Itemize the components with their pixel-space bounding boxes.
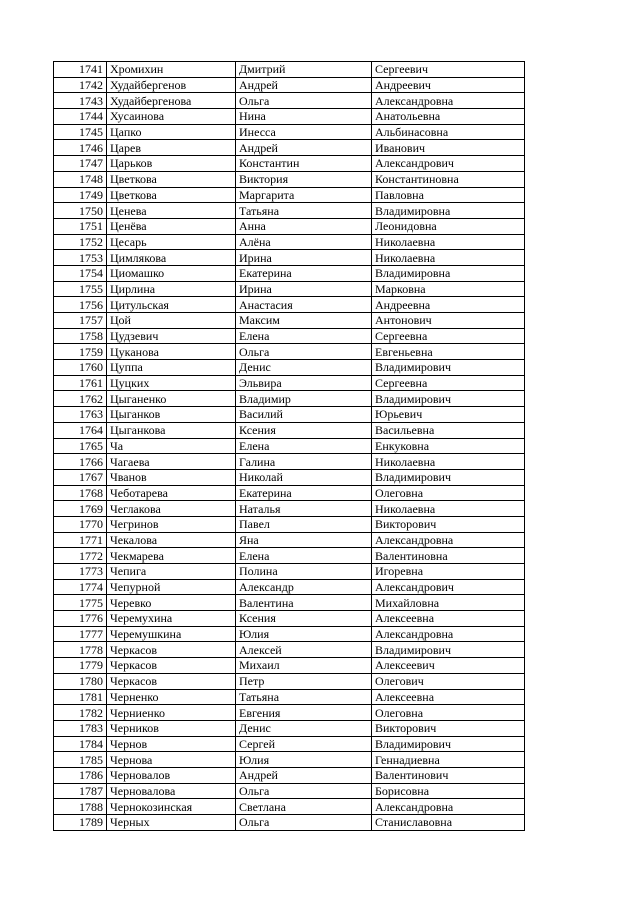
last-name-cell: Цыганков bbox=[107, 407, 236, 423]
table-row bbox=[54, 187, 525, 203]
row-number-cell: 1777 bbox=[54, 626, 107, 642]
patronymic-cell: Андреевич bbox=[372, 77, 525, 93]
row-number-cell: 1744 bbox=[54, 109, 107, 125]
first-name-cell: Инесса bbox=[236, 124, 372, 140]
first-name-cell: Ольга bbox=[236, 344, 372, 360]
last-name-cell: Чеглакова bbox=[107, 501, 236, 517]
row-number-cell: 1787 bbox=[54, 783, 107, 799]
patronymic-cell: Сергеевна bbox=[372, 328, 525, 344]
table-row bbox=[54, 815, 525, 831]
first-name-cell: Ольга bbox=[236, 93, 372, 109]
patronymic-cell: Енкуковна bbox=[372, 438, 525, 454]
patronymic-cell: Сергеевич bbox=[372, 62, 525, 78]
table-row bbox=[54, 658, 525, 674]
last-name-cell: Черновалов bbox=[107, 767, 236, 783]
last-name-cell: Хромихин bbox=[107, 62, 236, 78]
table-row bbox=[54, 799, 525, 815]
table-row bbox=[54, 516, 525, 532]
first-name-cell: Александр bbox=[236, 579, 372, 595]
last-name-cell: Черкасов bbox=[107, 658, 236, 674]
row-number-cell: 1776 bbox=[54, 611, 107, 627]
last-name-cell: Царьков bbox=[107, 156, 236, 172]
row-number-cell: 1789 bbox=[54, 815, 107, 831]
row-number-cell: 1746 bbox=[54, 140, 107, 156]
first-name-cell: Татьяна bbox=[236, 689, 372, 705]
patronymic-cell: Владимирович bbox=[372, 391, 525, 407]
row-number-cell: 1764 bbox=[54, 422, 107, 438]
last-name-cell: Черников bbox=[107, 720, 236, 736]
row-number-cell: 1766 bbox=[54, 454, 107, 470]
row-number-cell: 1760 bbox=[54, 360, 107, 376]
first-name-cell: Маргарита bbox=[236, 187, 372, 203]
table-row bbox=[54, 360, 525, 376]
row-number-cell: 1771 bbox=[54, 532, 107, 548]
patronymic-cell: Юрьевич bbox=[372, 407, 525, 423]
last-name-cell: Чагаева bbox=[107, 454, 236, 470]
row-number-cell: 1773 bbox=[54, 564, 107, 580]
table-row bbox=[54, 313, 525, 329]
row-number-cell: 1780 bbox=[54, 673, 107, 689]
table-row bbox=[54, 626, 525, 642]
first-name-cell: Сергей bbox=[236, 736, 372, 752]
row-number-cell: 1763 bbox=[54, 407, 107, 423]
last-name-cell: Чернов bbox=[107, 736, 236, 752]
row-number-cell: 1772 bbox=[54, 548, 107, 564]
patronymic-cell: Антонович bbox=[372, 313, 525, 329]
first-name-cell: Василий bbox=[236, 407, 372, 423]
row-number-cell: 1748 bbox=[54, 171, 107, 187]
row-number-cell: 1756 bbox=[54, 297, 107, 313]
patronymic-cell: Владимирович bbox=[372, 469, 525, 485]
patronymic-cell: Владимирович bbox=[372, 736, 525, 752]
last-name-cell: Худайбергенов bbox=[107, 77, 236, 93]
row-number-cell: 1778 bbox=[54, 642, 107, 658]
last-name-cell: Цудзевич bbox=[107, 328, 236, 344]
first-name-cell: Андрей bbox=[236, 767, 372, 783]
patronymic-cell: Станиславовна bbox=[372, 815, 525, 831]
row-number-cell: 1747 bbox=[54, 156, 107, 172]
first-name-cell: Валентина bbox=[236, 595, 372, 611]
patronymic-cell: Владимирович bbox=[372, 360, 525, 376]
first-name-cell: Дмитрий bbox=[236, 62, 372, 78]
table-row bbox=[54, 250, 525, 266]
last-name-cell: Черных bbox=[107, 815, 236, 831]
last-name-cell: Черемухина bbox=[107, 611, 236, 627]
table-row bbox=[54, 642, 525, 658]
last-name-cell: Чернова bbox=[107, 752, 236, 768]
first-name-cell: Екатерина bbox=[236, 485, 372, 501]
patronymic-cell: Олегович bbox=[372, 673, 525, 689]
first-name-cell: Павел bbox=[236, 516, 372, 532]
table-row bbox=[54, 422, 525, 438]
patronymic-cell: Марковна bbox=[372, 281, 525, 297]
row-number-cell: 1743 bbox=[54, 93, 107, 109]
last-name-cell: Ча bbox=[107, 438, 236, 454]
table-row bbox=[54, 485, 525, 501]
last-name-cell: Циомашко bbox=[107, 265, 236, 281]
patronymic-cell: Валентиновна bbox=[372, 548, 525, 564]
row-number-cell: 1753 bbox=[54, 250, 107, 266]
row-number-cell: 1742 bbox=[54, 77, 107, 93]
row-number-cell: 1770 bbox=[54, 516, 107, 532]
row-number-cell: 1765 bbox=[54, 438, 107, 454]
first-name-cell: Петр bbox=[236, 673, 372, 689]
table-row bbox=[54, 171, 525, 187]
patronymic-cell: Александрович bbox=[372, 579, 525, 595]
patronymic-cell: Михайловна bbox=[372, 595, 525, 611]
last-name-cell: Черновалова bbox=[107, 783, 236, 799]
patronymic-cell: Васильевна bbox=[372, 422, 525, 438]
last-name-cell: Цуканова bbox=[107, 344, 236, 360]
row-number-cell: 1774 bbox=[54, 579, 107, 595]
last-name-cell: Чегринов bbox=[107, 516, 236, 532]
row-number-cell: 1741 bbox=[54, 62, 107, 78]
table-row bbox=[54, 611, 525, 627]
table-row bbox=[54, 93, 525, 109]
table-row bbox=[54, 265, 525, 281]
patronymic-cell: Владимировна bbox=[372, 265, 525, 281]
last-name-cell: Ценева bbox=[107, 203, 236, 219]
table-row bbox=[54, 548, 525, 564]
table-row bbox=[54, 140, 525, 156]
last-name-cell: Цыганкова bbox=[107, 422, 236, 438]
patronymic-cell: Андреевна bbox=[372, 297, 525, 313]
first-name-cell: Алёна bbox=[236, 234, 372, 250]
row-number-cell: 1782 bbox=[54, 705, 107, 721]
patronymic-cell: Альбинасовна bbox=[372, 124, 525, 140]
table-row bbox=[54, 62, 525, 78]
patronymic-cell: Евгеньевна bbox=[372, 344, 525, 360]
table-row bbox=[54, 767, 525, 783]
last-name-cell: Хусаинова bbox=[107, 109, 236, 125]
table-row bbox=[54, 297, 525, 313]
first-name-cell: Анна bbox=[236, 218, 372, 234]
patronymic-cell: Александровна bbox=[372, 532, 525, 548]
patronymic-cell: Константиновна bbox=[372, 171, 525, 187]
table-row bbox=[54, 579, 525, 595]
table-row bbox=[54, 454, 525, 470]
table-row bbox=[54, 595, 525, 611]
table-row bbox=[54, 203, 525, 219]
table-row bbox=[54, 736, 525, 752]
table-row bbox=[54, 720, 525, 736]
patronymic-cell: Александрович bbox=[372, 156, 525, 172]
row-number-cell: 1781 bbox=[54, 689, 107, 705]
last-name-cell: Цветкова bbox=[107, 171, 236, 187]
patronymic-cell: Павловна bbox=[372, 187, 525, 203]
first-name-cell: Ольга bbox=[236, 783, 372, 799]
first-name-cell: Евгения bbox=[236, 705, 372, 721]
patronymic-cell: Александровна bbox=[372, 626, 525, 642]
patronymic-cell: Владимировна bbox=[372, 203, 525, 219]
roster-table-body bbox=[54, 62, 525, 831]
row-number-cell: 1757 bbox=[54, 313, 107, 329]
table-row bbox=[54, 752, 525, 768]
first-name-cell: Юлия bbox=[236, 752, 372, 768]
first-name-cell: Екатерина bbox=[236, 265, 372, 281]
first-name-cell: Виктория bbox=[236, 171, 372, 187]
last-name-cell: Цыганенко bbox=[107, 391, 236, 407]
last-name-cell: Черниенко bbox=[107, 705, 236, 721]
table-row bbox=[54, 689, 525, 705]
last-name-cell: Цой bbox=[107, 313, 236, 329]
first-name-cell: Андрей bbox=[236, 77, 372, 93]
first-name-cell: Николай bbox=[236, 469, 372, 485]
first-name-cell: Денис bbox=[236, 720, 372, 736]
row-number-cell: 1749 bbox=[54, 187, 107, 203]
row-number-cell: 1769 bbox=[54, 501, 107, 517]
row-number-cell: 1779 bbox=[54, 658, 107, 674]
row-number-cell: 1755 bbox=[54, 281, 107, 297]
last-name-cell: Цапко bbox=[107, 124, 236, 140]
patronymic-cell: Алексеевна bbox=[372, 611, 525, 627]
patronymic-cell: Олеговна bbox=[372, 705, 525, 721]
first-name-cell: Эльвира bbox=[236, 375, 372, 391]
first-name-cell: Ирина bbox=[236, 250, 372, 266]
last-name-cell: Черемушкина bbox=[107, 626, 236, 642]
last-name-cell: Чекмарева bbox=[107, 548, 236, 564]
last-name-cell: Цесарь bbox=[107, 234, 236, 250]
row-number-cell: 1759 bbox=[54, 344, 107, 360]
first-name-cell: Михаил bbox=[236, 658, 372, 674]
patronymic-cell: Олеговна bbox=[372, 485, 525, 501]
first-name-cell: Константин bbox=[236, 156, 372, 172]
row-number-cell: 1788 bbox=[54, 799, 107, 815]
table-row bbox=[54, 218, 525, 234]
patronymic-cell: Александровна bbox=[372, 799, 525, 815]
patronymic-cell: Викторович bbox=[372, 516, 525, 532]
last-name-cell: Чепурной bbox=[107, 579, 236, 595]
first-name-cell: Андрей bbox=[236, 140, 372, 156]
row-number-cell: 1775 bbox=[54, 595, 107, 611]
row-number-cell: 1754 bbox=[54, 265, 107, 281]
first-name-cell: Елена bbox=[236, 548, 372, 564]
first-name-cell: Яна bbox=[236, 532, 372, 548]
row-number-cell: 1786 bbox=[54, 767, 107, 783]
first-name-cell: Светлана bbox=[236, 799, 372, 815]
last-name-cell: Цуцких bbox=[107, 375, 236, 391]
table-row bbox=[54, 109, 525, 125]
patronymic-cell: Николаевна bbox=[372, 501, 525, 517]
first-name-cell: Владимир bbox=[236, 391, 372, 407]
first-name-cell: Наталья bbox=[236, 501, 372, 517]
table-row bbox=[54, 673, 525, 689]
patronymic-cell: Викторович bbox=[372, 720, 525, 736]
row-number-cell: 1758 bbox=[54, 328, 107, 344]
first-name-cell: Денис bbox=[236, 360, 372, 376]
patronymic-cell: Николаевна bbox=[372, 454, 525, 470]
table-row bbox=[54, 77, 525, 93]
first-name-cell: Ольга bbox=[236, 815, 372, 831]
table-row bbox=[54, 783, 525, 799]
last-name-cell: Цуппа bbox=[107, 360, 236, 376]
first-name-cell: Максим bbox=[236, 313, 372, 329]
last-name-cell: Царев bbox=[107, 140, 236, 156]
table-row bbox=[54, 124, 525, 140]
first-name-cell: Ксения bbox=[236, 422, 372, 438]
last-name-cell: Цитульская bbox=[107, 297, 236, 313]
last-name-cell: Чекалова bbox=[107, 532, 236, 548]
last-name-cell: Черевко bbox=[107, 595, 236, 611]
row-number-cell: 1762 bbox=[54, 391, 107, 407]
first-name-cell: Алексей bbox=[236, 642, 372, 658]
table-row bbox=[54, 375, 525, 391]
first-name-cell: Елена bbox=[236, 438, 372, 454]
row-number-cell: 1751 bbox=[54, 218, 107, 234]
last-name-cell: Цветкова bbox=[107, 187, 236, 203]
last-name-cell: Чепига bbox=[107, 564, 236, 580]
last-name-cell: Цимлякова bbox=[107, 250, 236, 266]
row-number-cell: 1767 bbox=[54, 469, 107, 485]
row-number-cell: 1783 bbox=[54, 720, 107, 736]
row-number-cell: 1750 bbox=[54, 203, 107, 219]
table-row bbox=[54, 344, 525, 360]
row-number-cell: 1784 bbox=[54, 736, 107, 752]
patronymic-cell: Александровна bbox=[372, 93, 525, 109]
first-name-cell: Ирина bbox=[236, 281, 372, 297]
table-row bbox=[54, 156, 525, 172]
row-number-cell: 1752 bbox=[54, 234, 107, 250]
patronymic-cell: Геннадиевна bbox=[372, 752, 525, 768]
first-name-cell: Нина bbox=[236, 109, 372, 125]
table-row bbox=[54, 281, 525, 297]
row-number-cell: 1768 bbox=[54, 485, 107, 501]
patronymic-cell: Игоревна bbox=[372, 564, 525, 580]
table-row bbox=[54, 234, 525, 250]
table-row bbox=[54, 705, 525, 721]
last-name-cell: Черкасов bbox=[107, 673, 236, 689]
table-row bbox=[54, 532, 525, 548]
row-number-cell: 1745 bbox=[54, 124, 107, 140]
first-name-cell: Юлия bbox=[236, 626, 372, 642]
first-name-cell: Елена bbox=[236, 328, 372, 344]
row-number-cell: 1761 bbox=[54, 375, 107, 391]
last-name-cell: Черненко bbox=[107, 689, 236, 705]
last-name-cell: Ценёва bbox=[107, 218, 236, 234]
patronymic-cell: Сергеевна bbox=[372, 375, 525, 391]
table-row bbox=[54, 391, 525, 407]
first-name-cell: Полина bbox=[236, 564, 372, 580]
last-name-cell: Чернокозинская bbox=[107, 799, 236, 815]
table-row bbox=[54, 564, 525, 580]
patronymic-cell: Борисовна bbox=[372, 783, 525, 799]
last-name-cell: Цирлина bbox=[107, 281, 236, 297]
first-name-cell: Галина bbox=[236, 454, 372, 470]
patronymic-cell: Николаевна bbox=[372, 234, 525, 250]
table-row bbox=[54, 407, 525, 423]
patronymic-cell: Анатольевна bbox=[372, 109, 525, 125]
patronymic-cell: Иванович bbox=[372, 140, 525, 156]
first-name-cell: Анастасия bbox=[236, 297, 372, 313]
table-row bbox=[54, 438, 525, 454]
patronymic-cell: Алексеевич bbox=[372, 658, 525, 674]
first-name-cell: Татьяна bbox=[236, 203, 372, 219]
last-name-cell: Худайбергенова bbox=[107, 93, 236, 109]
last-name-cell: Чеботарева bbox=[107, 485, 236, 501]
first-name-cell: Ксения bbox=[236, 611, 372, 627]
patronymic-cell: Николаевна bbox=[372, 250, 525, 266]
table-row bbox=[54, 469, 525, 485]
roster-table bbox=[53, 61, 525, 831]
patronymic-cell: Леонидовна bbox=[372, 218, 525, 234]
table-row bbox=[54, 501, 525, 517]
last-name-cell: Чванов bbox=[107, 469, 236, 485]
row-number-cell: 1785 bbox=[54, 752, 107, 768]
last-name-cell: Черкасов bbox=[107, 642, 236, 658]
patronymic-cell: Алексеевна bbox=[372, 689, 525, 705]
table-row bbox=[54, 328, 525, 344]
patronymic-cell: Владимирович bbox=[372, 642, 525, 658]
patronymic-cell: Валентинович bbox=[372, 767, 525, 783]
